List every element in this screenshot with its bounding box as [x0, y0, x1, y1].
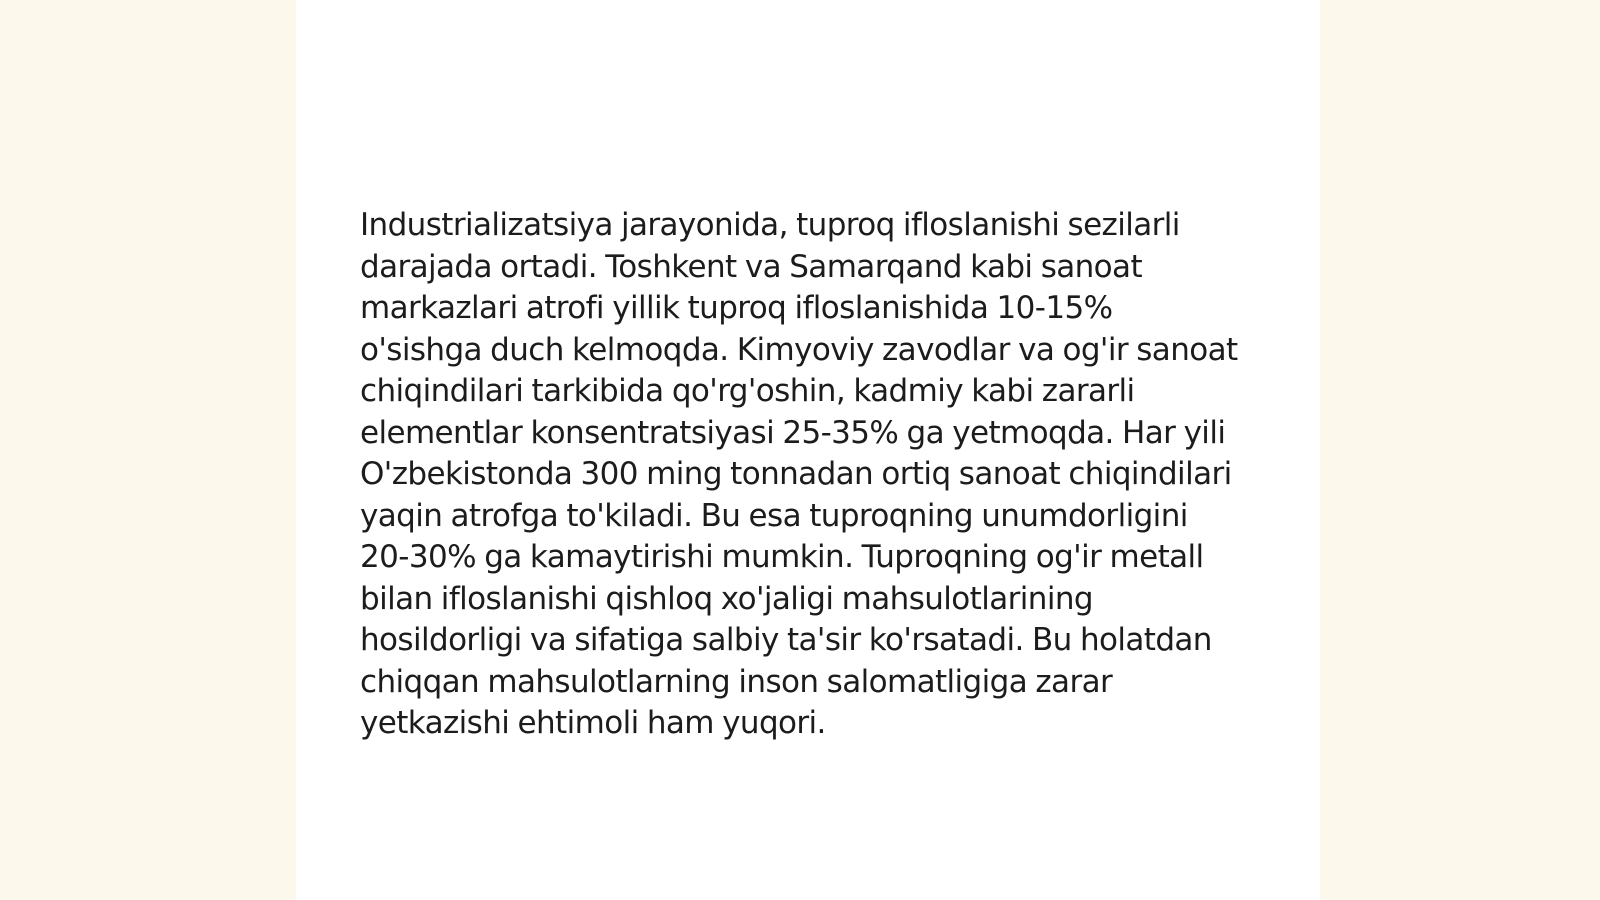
slide [296, 0, 1320, 900]
slide-body-text: Industrializatsiya jarayonida, tuproq ifloslanishi sezilarli darajada ortadi. Toshkent va Samarqand kabi sanoat markazlari atrofi yillik tuproq ifloslanishida 10-15% o'sishga duch kelmoqda. Kimyoviy zavodlar va og'ir sanoat chiqindilari tarkibida qo'rg'oshin, kadmiy kabi zararli elementlar konsentratsiyasi 25-35% ga yetmoqda. Har yili O'zbekistonda 300 ming tonnadan ortiq sanoat chiqindilari yaqin atrofga to'kiladi. Bu esa tuproqning unumdorligini 20-30% ga kamaytirishi mumkin. Tuproqning og'ir metall bilan ifloslanishi qishloq xo'jaligi mahsulotlarining hosildorligi va sifatiga salbiy ta'sir ko'rsatadi. Bu holatdan chiqqan mahsulotlarning inson salomatligiga zarar yetkazishi ehtimoli ham yuqori. [360, 207, 1238, 741]
